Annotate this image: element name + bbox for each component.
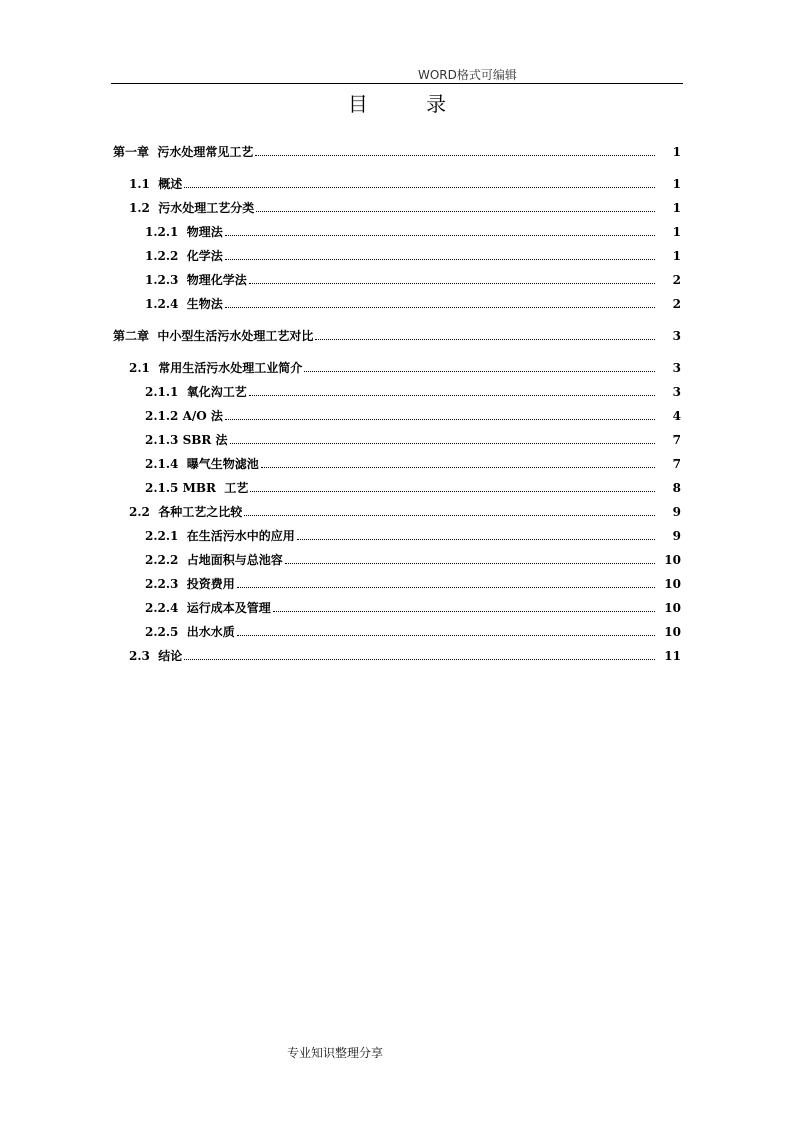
toc-dot-leader <box>225 307 655 308</box>
toc-entry[interactable] <box>145 405 681 423</box>
page-header-text: WORD格式可编辑 <box>418 68 517 82</box>
toc-dot-leader <box>261 467 655 468</box>
toc-dot-leader <box>304 371 655 372</box>
toc-entry-label: 2.2 各种工艺之比较 <box>129 505 243 519</box>
toc-entry-label: 2.2.3 投资费用 <box>145 577 235 591</box>
toc-entry-page: 3 <box>672 361 681 375</box>
toc-entry[interactable] <box>145 381 681 399</box>
toc-entry-page: 1 <box>672 225 681 239</box>
toc-entry-label: 第二章 中小型生活污水处理工艺对比 <box>113 329 314 343</box>
toc-entry-label: 1.2 污水处理工艺分类 <box>129 201 255 215</box>
toc-entry[interactable] <box>129 645 681 663</box>
toc-entry-page: 10 <box>664 577 681 591</box>
toc-dot-leader <box>315 339 655 340</box>
toc-entry-page: 1 <box>672 249 681 263</box>
toc-dot-leader <box>225 259 655 260</box>
toc-entry-label: 2.3 结论 <box>129 649 183 663</box>
toc-entry[interactable] <box>145 477 681 495</box>
toc-entry-label: 1.2.1 物理法 <box>145 225 223 239</box>
toc-entry[interactable] <box>129 197 681 215</box>
toc-entry-label: 2.1.2 A/O 法 <box>145 409 223 423</box>
toc-dot-leader <box>184 659 655 660</box>
toc-entry[interactable] <box>129 173 681 191</box>
toc-dot-leader <box>285 563 655 564</box>
toc-entry[interactable] <box>145 269 681 287</box>
toc-entry-label: 第一章 污水处理常见工艺 <box>113 145 254 159</box>
toc-dot-leader <box>297 539 655 540</box>
toc-entry-label: 2.1.1 氧化沟工艺 <box>145 385 247 399</box>
toc-entry-page: 9 <box>672 505 681 519</box>
toc-entry[interactable] <box>145 573 681 591</box>
toc-entry-label: 1.2.4 生物法 <box>145 297 223 311</box>
toc-entry-page: 8 <box>672 481 681 495</box>
toc-entry-label: 2.2.4 运行成本及管理 <box>145 601 271 615</box>
toc-entry-label: 2.2.1 在生活污水中的应用 <box>145 529 295 543</box>
toc-entry-label: 1.2.3 物理化学法 <box>145 273 247 287</box>
toc-entry[interactable] <box>145 597 681 615</box>
toc-entry-page: 2 <box>672 273 681 287</box>
toc-entry[interactable] <box>113 141 681 159</box>
toc-entry-page: 2 <box>672 297 681 311</box>
toc-entry[interactable] <box>113 325 681 343</box>
page-footer-text: 专业知识整理分享 <box>287 1046 384 1060</box>
toc-entry-label: 1.2.2 化学法 <box>145 249 223 263</box>
toc-entry[interactable] <box>145 293 681 311</box>
toc-dot-leader <box>255 155 655 156</box>
toc-entry-label: 2.1.5 MBR 工艺 <box>145 481 249 495</box>
toc-entry[interactable] <box>145 453 681 471</box>
toc-entry[interactable] <box>145 429 681 447</box>
toc-dot-leader <box>237 635 655 636</box>
toc-entry-page: 10 <box>664 601 681 615</box>
toc-entry-page: 1 <box>672 145 681 159</box>
toc-dot-leader <box>256 211 655 212</box>
toc-dot-leader <box>230 443 655 444</box>
toc-entry-page: 10 <box>664 625 681 639</box>
toc-dot-leader <box>237 587 655 588</box>
toc-entry-label: 2.1 常用生活污水处理工业简介 <box>129 361 303 375</box>
toc-entry-page: 1 <box>672 177 681 191</box>
toc-entry-page: 1 <box>672 201 681 215</box>
toc-entry-page: 3 <box>672 329 681 343</box>
toc-entry[interactable] <box>145 621 681 639</box>
toc-entry-page: 7 <box>672 457 681 471</box>
toc-entry-label: 2.2.5 出水水质 <box>145 625 235 639</box>
toc-entry[interactable] <box>145 245 681 263</box>
toc-entry-page: 10 <box>664 553 681 567</box>
toc-entry[interactable] <box>145 549 681 567</box>
toc-entry-label: 2.1.3 SBR 法 <box>145 433 228 447</box>
toc-dot-leader <box>249 395 655 396</box>
toc-entry[interactable] <box>129 357 681 375</box>
toc-dot-leader <box>249 283 655 284</box>
toc-entry-page: 11 <box>664 649 681 663</box>
toc-entry-label: 2.2.2 占地面积与总池容 <box>145 553 283 567</box>
toc-entry[interactable] <box>145 525 681 543</box>
toc-entry-label: 2.1.4 曝气生物滤池 <box>145 457 259 471</box>
toc-dot-leader <box>225 235 655 236</box>
toc-dot-leader <box>273 611 655 612</box>
toc-title: 目 录 <box>347 92 473 116</box>
toc-entry-page: 3 <box>672 385 681 399</box>
toc-dot-leader <box>184 187 655 188</box>
toc-dot-leader <box>244 515 655 516</box>
toc-entry[interactable] <box>145 221 681 239</box>
toc-entry-label: 1.1 概述 <box>129 177 183 191</box>
toc-entry[interactable] <box>129 501 681 519</box>
toc-entry-page: 9 <box>672 529 681 543</box>
toc-dot-leader <box>250 491 655 492</box>
toc-entry-page: 7 <box>672 433 681 447</box>
toc-dot-leader <box>225 419 655 420</box>
toc-entry-page: 4 <box>672 409 681 423</box>
